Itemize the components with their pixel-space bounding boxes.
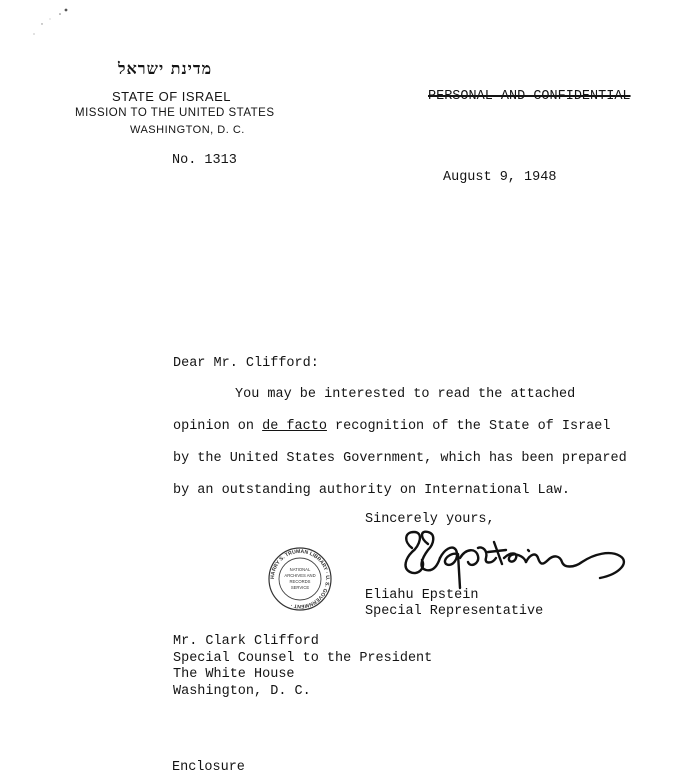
stamp-inner-line-2: ARCHIVES AND [284, 573, 316, 578]
body-line-2-start: opinion on [173, 419, 263, 434]
addressee-org: The White House [173, 667, 295, 682]
reference-number: No. 1313 [172, 153, 237, 168]
body-line-1: You may be interested to read the attached [235, 387, 576, 402]
stamp-inner-line-4: SERVICE [290, 585, 310, 590]
stamp-ring-text: HARRY S. TRUMAN LIBRARY · U. S. GOVERNMENT · [269, 548, 331, 610]
letter-date: August 9, 1948 [443, 170, 557, 185]
signer-name: Eliahu Epstein [365, 588, 479, 603]
stamp-inner-line-1: NATIONAL [289, 567, 311, 572]
closing: Sincerely yours, [365, 512, 495, 527]
letter-body [173, 387, 653, 507]
classification-struck: PERSONAL AND CONFIDENTIAL [428, 89, 631, 104]
body-line-4: by an outstanding authority on International Law. [173, 483, 570, 498]
addressee-name: Mr. Clark Clifford [173, 634, 319, 649]
handwritten-signature [398, 528, 630, 592]
addressee-block [173, 634, 432, 700]
salutation: Dear Mr. Clifford: [173, 356, 319, 371]
de-facto-underlined: de facto [262, 419, 327, 434]
paper-specks [20, 4, 80, 44]
signer-title: Special Representative [365, 604, 544, 619]
letterhead-state: STATE OF ISRAEL [112, 89, 231, 104]
letterhead-mission: MISSION TO THE UNITED STATES [75, 107, 275, 119]
archives-stamp [267, 546, 333, 612]
addressee-city: Washington, D. C. [173, 683, 311, 699]
enclosure-note: Enclosure [172, 760, 245, 775]
body-line-2 [173, 419, 610, 434]
body-line-3: by the United States Government, which has been prepared [173, 451, 627, 466]
addressee-title: Special Counsel to the President [173, 650, 433, 666]
letterhead-hebrew: מדינת ישראל [118, 59, 213, 78]
stamp-inner-line-3: RECORDS [289, 579, 311, 584]
body-line-2-end: recognition of the State of Israel [326, 419, 611, 434]
letterhead-city: WASHINGTON, D. C. [130, 124, 245, 136]
